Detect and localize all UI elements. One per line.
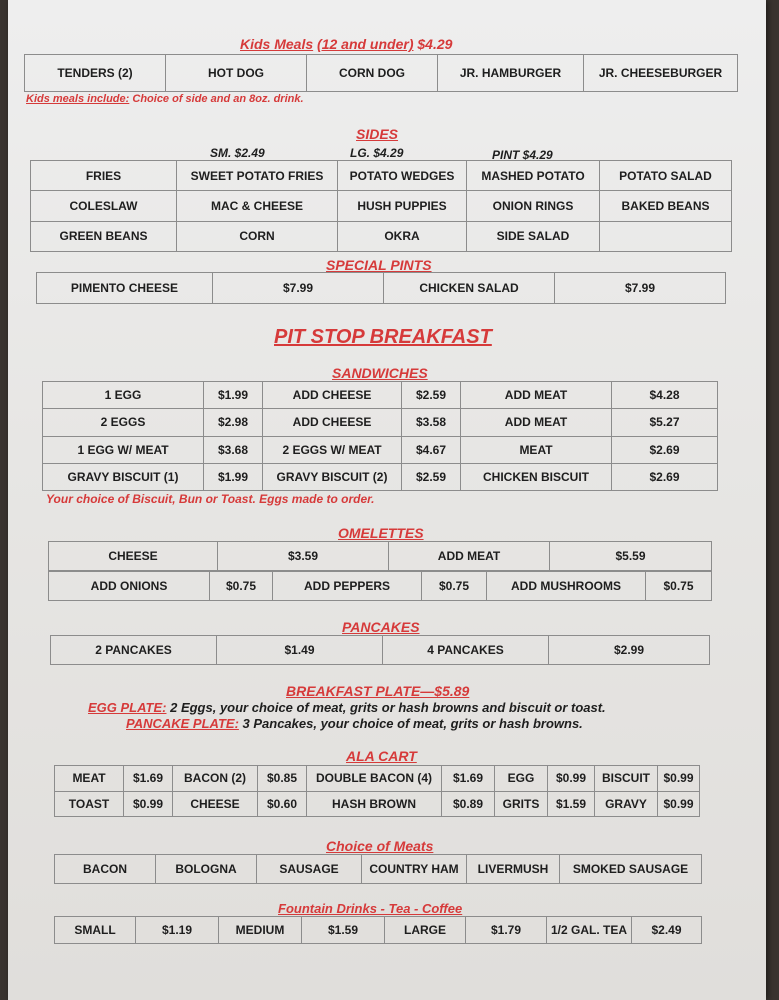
ala-cart-price: $1.59 xyxy=(548,791,595,817)
ala-cart-price: $0.99 xyxy=(658,766,700,792)
sides-price-pint: PINT $4.29 xyxy=(492,148,553,162)
pint-price: $7.99 xyxy=(213,273,384,304)
omelettes-table-bottom xyxy=(48,571,712,601)
sandwich-item: 1 EGG xyxy=(43,382,204,409)
sandwich-price: $2.59 xyxy=(402,463,461,490)
side-item: POTATO SALAD xyxy=(600,161,732,191)
meat-item: SAUSAGE xyxy=(257,855,362,884)
meat-item: BACON xyxy=(55,855,156,884)
omelette-price: $0.75 xyxy=(210,572,273,601)
pancake-item: 2 PANCAKES xyxy=(51,636,217,665)
ala-cart-price: $0.99 xyxy=(548,766,595,792)
pint-item: PIMENTO CHEESE xyxy=(37,273,213,304)
sandwich-item: MEAT xyxy=(461,436,612,463)
ala-cart-item: EGG xyxy=(495,766,548,792)
omelette-price: $5.59 xyxy=(550,542,712,571)
sandwich-price: $1.99 xyxy=(204,382,263,409)
sandwich-price: $5.27 xyxy=(612,409,718,436)
kids-item: CORN DOG xyxy=(307,55,438,92)
meats-table xyxy=(54,854,702,884)
sandwich-price: $3.58 xyxy=(402,409,461,436)
ala-cart-price: $0.99 xyxy=(658,791,700,817)
side-item: ONION RINGS xyxy=(467,191,600,221)
drinks-heading: Fountain Drinks - Tea - Coffee xyxy=(278,901,463,916)
ala-cart-heading: ALA CART xyxy=(346,748,417,764)
drink-price: $1.19 xyxy=(136,917,219,944)
ala-cart-item: MEAT xyxy=(55,766,124,792)
omelette-item: ADD ONIONS xyxy=(49,572,210,601)
side-item: SWEET POTATO FRIES xyxy=(177,161,338,191)
side-item: POTATO WEDGES xyxy=(338,161,467,191)
ala-cart-item: GRAVY xyxy=(595,791,658,817)
meat-item: BOLOGNA xyxy=(156,855,257,884)
pint-price: $7.99 xyxy=(555,273,726,304)
drink-size: 1/2 GAL. TEA xyxy=(547,917,632,944)
meat-item: SMOKED SAUSAGE xyxy=(560,855,702,884)
sandwiches-table xyxy=(42,381,718,491)
side-item: GREEN BEANS xyxy=(31,221,177,251)
sandwiches-heading: SANDWICHES xyxy=(332,365,428,381)
ala-cart-item: HASH BROWN xyxy=(307,791,442,817)
side-item: MAC & CHEESE xyxy=(177,191,338,221)
pancakes-table xyxy=(50,635,710,665)
kids-meals-table xyxy=(24,54,738,92)
special-pints-table xyxy=(36,272,726,304)
sandwich-item: 2 EGGS W/ MEAT xyxy=(263,436,402,463)
ala-cart-item: DOUBLE BACON (4) xyxy=(307,766,442,792)
ala-cart-item: BISCUIT xyxy=(595,766,658,792)
omelette-item: ADD MEAT xyxy=(389,542,550,571)
drink-price: $1.79 xyxy=(466,917,547,944)
ala-cart-price: $0.99 xyxy=(124,791,173,817)
sandwich-price: $4.28 xyxy=(612,382,718,409)
sandwich-price: $2.59 xyxy=(402,382,461,409)
sides-price-large: LG. $4.29 xyxy=(350,146,404,160)
kids-item: JR. CHEESEBURGER xyxy=(584,55,738,92)
ala-cart-item: GRITS xyxy=(495,791,548,817)
sandwich-item: GRAVY BISCUIT (2) xyxy=(263,463,402,490)
sandwich-item: ADD MEAT xyxy=(461,382,612,409)
omelettes-table-top xyxy=(48,541,712,571)
sandwich-price: $3.68 xyxy=(204,436,263,463)
sandwich-item: GRAVY BISCUIT (1) xyxy=(43,463,204,490)
side-item xyxy=(600,221,732,251)
side-item: CORN xyxy=(177,221,338,251)
pancakes-heading: PANCAKES xyxy=(342,619,420,635)
egg-plate-line: EGG PLATE: 2 Eggs, your choice of meat, grits or hash browns and biscuit or toast. xyxy=(88,700,606,715)
side-item: OKRA xyxy=(338,221,467,251)
drink-size: SMALL xyxy=(55,917,136,944)
drink-size: LARGE xyxy=(385,917,466,944)
kids-meals-heading: Kids Meals (12 and under) $4.29 xyxy=(240,36,453,52)
kids-item: TENDERS (2) xyxy=(25,55,166,92)
special-pints-heading: SPECIAL PINTS xyxy=(326,257,432,273)
pancake-price: $2.99 xyxy=(549,636,710,665)
meat-item: LIVERMUSH xyxy=(467,855,560,884)
pint-item: CHICKEN SALAD xyxy=(384,273,555,304)
omelette-item: ADD MUSHROOMS xyxy=(487,572,646,601)
kids-item: JR. HAMBURGER xyxy=(438,55,584,92)
sandwich-item: ADD CHEESE xyxy=(263,409,402,436)
breakfast-plate-heading: BREAKFAST PLATE—$5.89 xyxy=(286,683,470,699)
sandwich-item: 2 EGGS xyxy=(43,409,204,436)
ala-cart-price: $1.69 xyxy=(442,766,495,792)
side-item: BAKED BEANS xyxy=(600,191,732,221)
drinks-table xyxy=(54,916,702,944)
kids-meals-note: Kids meals include: Choice of side and an 8oz. drink. xyxy=(26,93,304,105)
ala-cart-price: $0.89 xyxy=(442,791,495,817)
sandwich-price: $2.69 xyxy=(612,463,718,490)
ala-cart-item: CHEESE xyxy=(173,791,258,817)
omelette-item: ADD PEPPERS xyxy=(273,572,422,601)
pancake-item: 4 PANCAKES xyxy=(383,636,549,665)
omelette-item: CHEESE xyxy=(49,542,218,571)
drink-size: MEDIUM xyxy=(219,917,302,944)
sandwich-item: CHICKEN BISCUIT xyxy=(461,463,612,490)
omelette-price: $3.59 xyxy=(218,542,389,571)
side-item: COLESLAW xyxy=(31,191,177,221)
drink-price: $1.59 xyxy=(302,917,385,944)
sandwich-price: $2.69 xyxy=(612,436,718,463)
breakfast-heading: PIT STOP BREAKFAST xyxy=(274,326,492,348)
ala-cart-item: BACON (2) xyxy=(173,766,258,792)
sandwich-price: $2.98 xyxy=(204,409,263,436)
omelette-price: $0.75 xyxy=(422,572,487,601)
pancake-price: $1.49 xyxy=(217,636,383,665)
sides-table xyxy=(30,160,732,252)
sandwiches-note: Your choice of Biscuit, Bun or Toast. Eggs made to order. xyxy=(46,492,375,506)
sandwich-price: $1.99 xyxy=(204,463,263,490)
sandwich-item: ADD MEAT xyxy=(461,409,612,436)
ala-cart-price: $0.60 xyxy=(258,791,307,817)
side-item: MASHED POTATO xyxy=(467,161,600,191)
pancake-plate-line: PANCAKE PLATE: 3 Pancakes, your choice of meat, grits or hash browns. xyxy=(126,716,583,731)
side-item: FRIES xyxy=(31,161,177,191)
meat-item: COUNTRY HAM xyxy=(362,855,467,884)
side-item: SIDE SALAD xyxy=(467,221,600,251)
kids-item: HOT DOG xyxy=(166,55,307,92)
sandwich-price: $4.67 xyxy=(402,436,461,463)
sandwich-item: 1 EGG W/ MEAT xyxy=(43,436,204,463)
ala-cart-table xyxy=(54,765,700,817)
sides-heading: SIDES xyxy=(356,126,399,142)
sandwich-item: ADD CHEESE xyxy=(263,382,402,409)
ala-cart-item: TOAST xyxy=(55,791,124,817)
ala-cart-price: $1.69 xyxy=(124,766,173,792)
drink-price: $2.49 xyxy=(632,917,702,944)
ala-cart-price: $0.85 xyxy=(258,766,307,792)
side-item: HUSH PUPPIES xyxy=(338,191,467,221)
meats-heading: Choice of Meats xyxy=(326,838,434,854)
omelettes-heading: OMELETTES xyxy=(338,525,424,541)
omelette-price: $0.75 xyxy=(646,572,712,601)
sides-price-small: SM. $2.49 xyxy=(210,146,265,160)
